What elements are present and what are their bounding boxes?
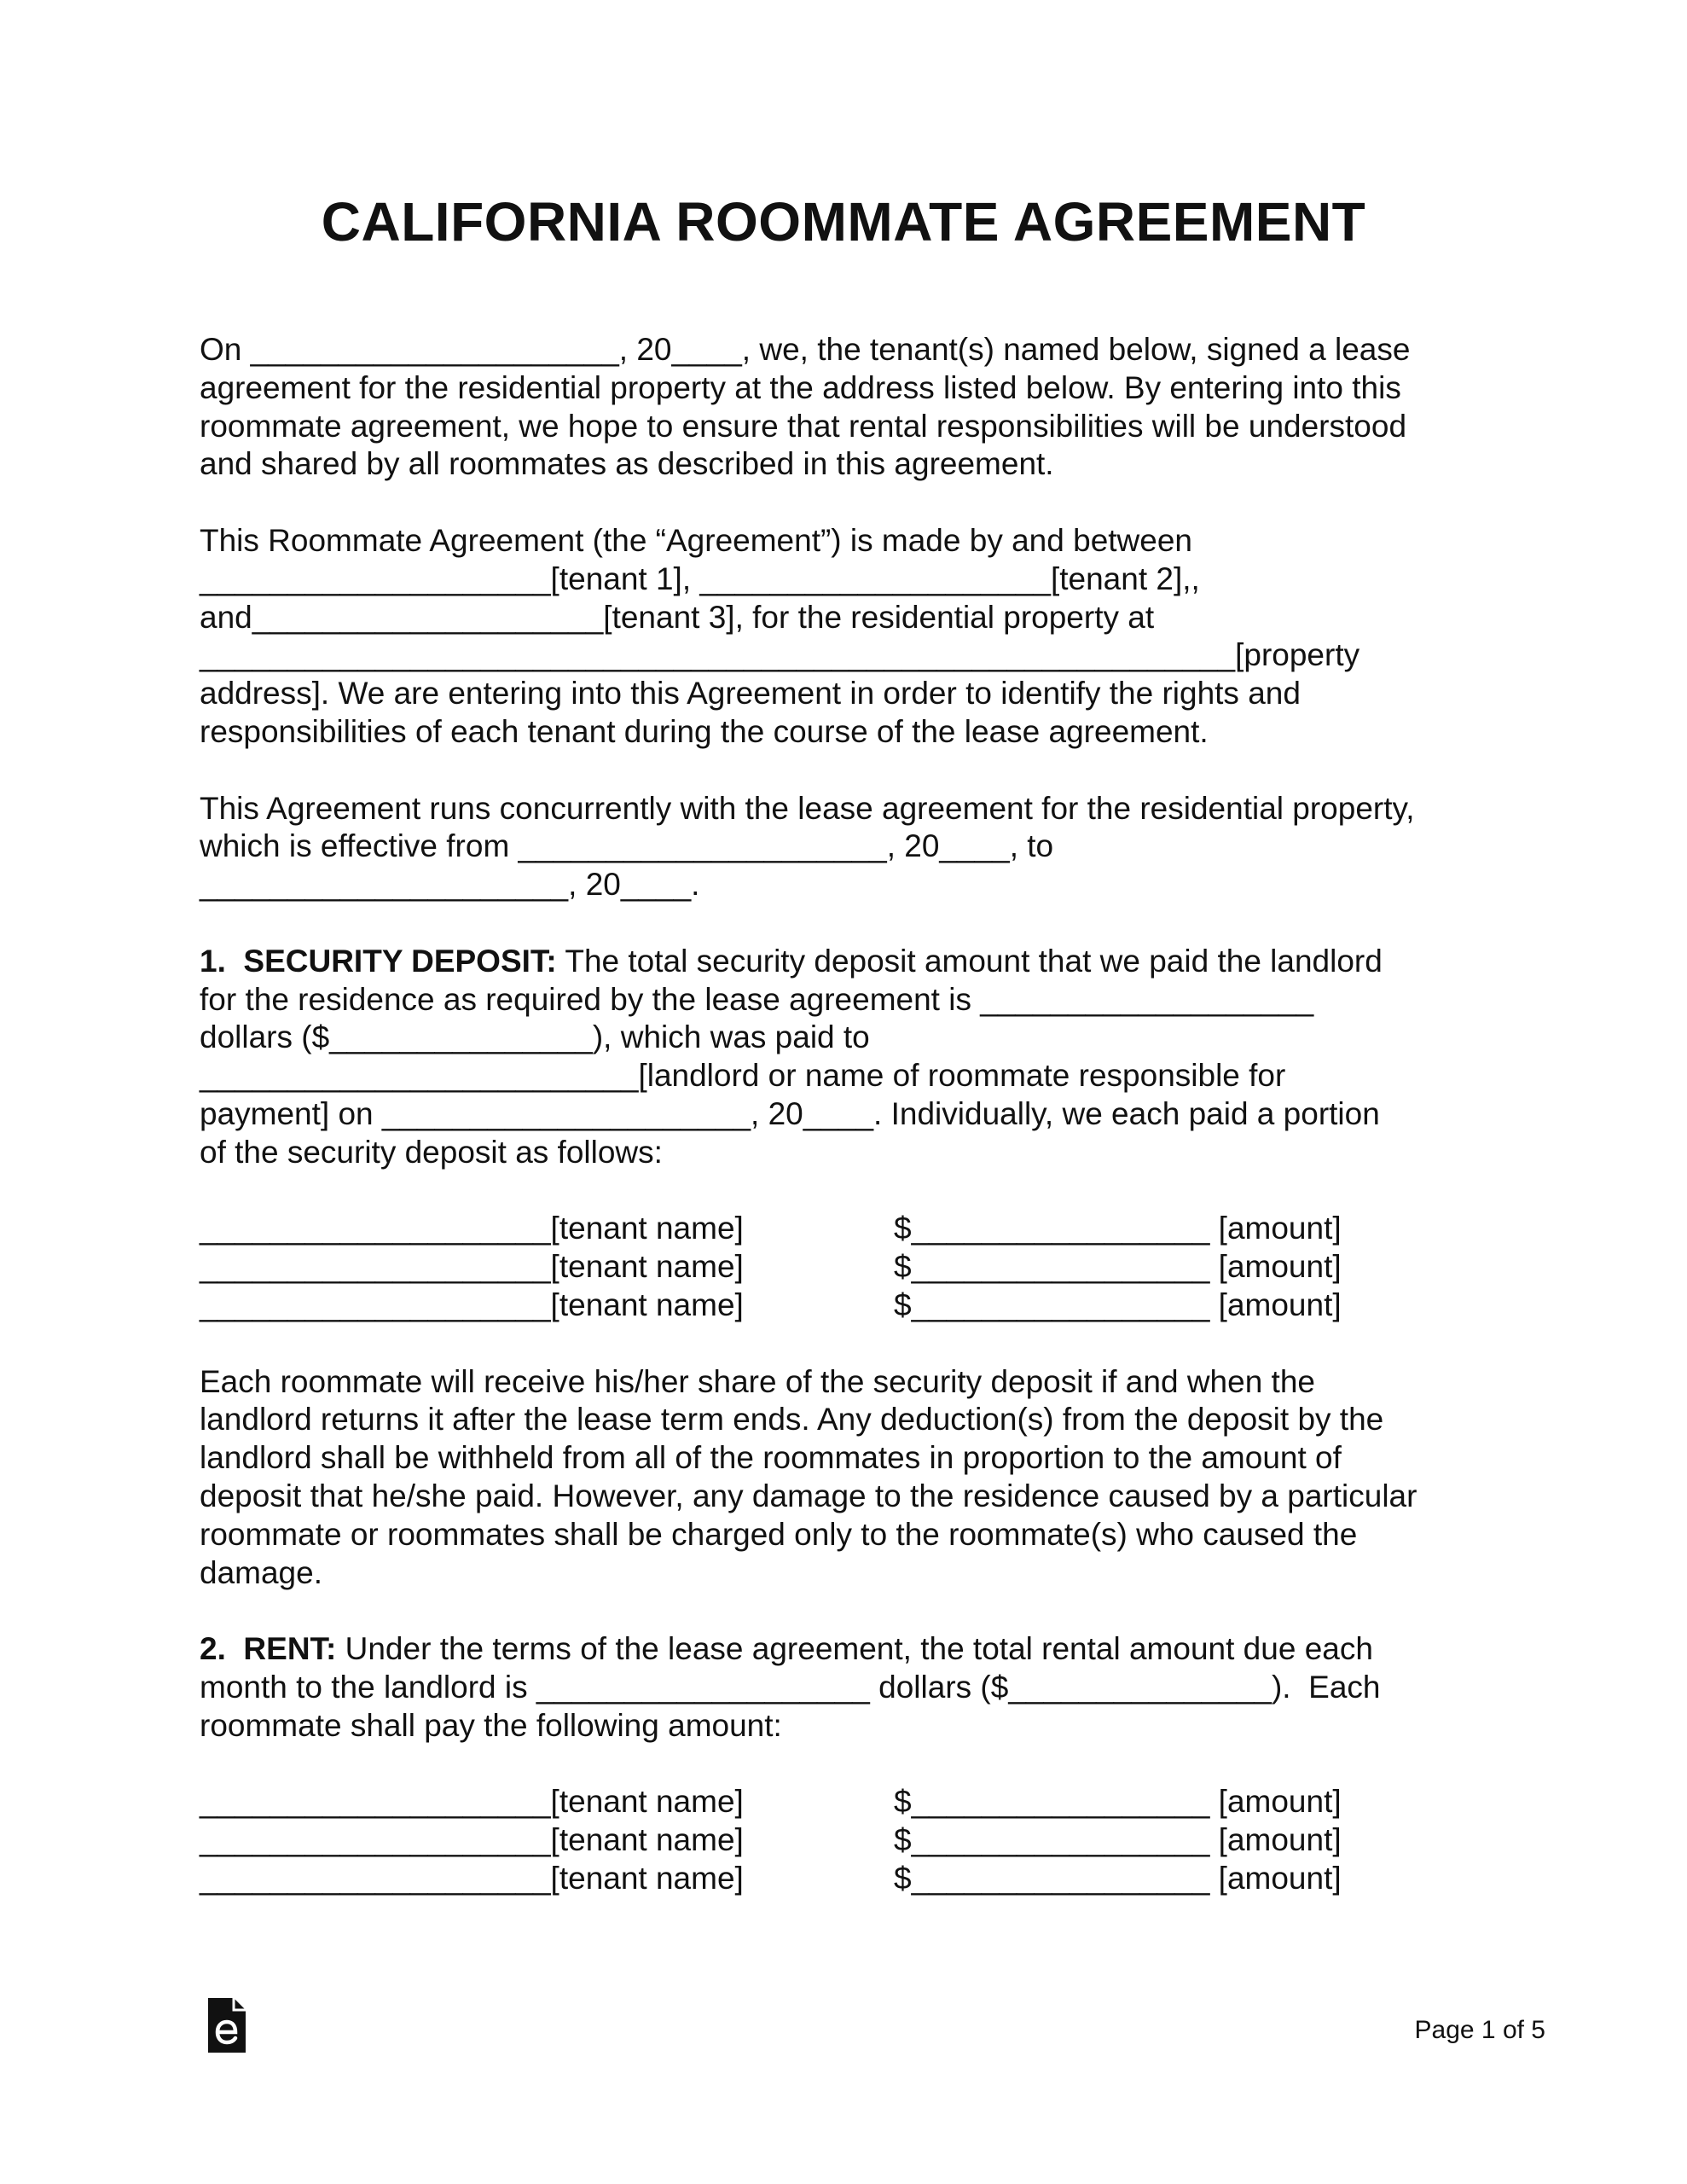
eforms-logo-icon [208,1998,246,2053]
security-deposit-first-line-text: The total security deposit amount that we paid the landlord [556,943,1383,979]
rent-first-line-text: Under the terms of the lease agreement, the total rental amount due each [336,1631,1373,1667]
amount-blank: $_________________ [amount] [894,1860,1342,1896]
rent-table [200,1783,1530,1897]
term-line: This Agreement runs concurrently with the lease agreement for the residential property, [200,790,1415,826]
tenant-name-blank: ____________________[tenant name] [200,1249,744,1285]
intro-line: agreement for the residential property at the address listed below. By entering into this [200,369,1401,405]
deposit-return-line: Each roommate will receive his/her share of the security deposit if and when the [200,1363,1315,1399]
deposit-return-line: deposit that he/she paid. However, any damage to the residence caused by a particular [200,1478,1417,1513]
amount-blank: $_________________ [amount] [894,1211,1342,1246]
deposit-return-line: landlord shall be withheld from all of the roommates in proportion to the amount of [200,1440,1342,1476]
security-deposit-line: _________________________[landlord or name of roommate responsible for [200,1058,1286,1094]
tenant-name-blank: ____________________[tenant name] [200,1860,744,1896]
intro-line: and shared by all roommates as described in this agreement. [200,446,1054,482]
term-paragraph [200,790,1530,904]
intro-line: On _____________________, 20____, we, the tenant(s) named below, signed a lease [200,332,1411,367]
security-deposit-paragraph [200,943,1530,1172]
deposit-return-line: damage. [200,1554,322,1590]
amount-blank: $_________________ [amount] [894,1287,1342,1322]
amount-blank: $_________________ [amount] [894,1822,1342,1858]
rent-row [200,1783,1530,1821]
parties-line: and____________________[tenant 3], for the residential property at [200,599,1155,635]
rent-first-line [200,1630,1530,1669]
parties-line: responsibilities of each tenant during the course of the lease agreement. [200,713,1209,749]
rent-line: roommate shall pay the following amount: [200,1707,782,1743]
rent-line: month to the landlord is ___________________ dollars ($_______________). Each [200,1669,1381,1705]
security-deposit-table [200,1210,1530,1324]
intro-paragraph [200,331,1530,484]
tenant-name-blank: ____________________[tenant name] [200,1211,744,1246]
document-body [200,331,1530,1936]
security-deposit-heading: 1. SECURITY DEPOSIT: [200,943,557,979]
tenant-name-blank: ____________________[tenant name] [200,1784,744,1820]
rent-row [200,1821,1530,1860]
deposit-return-paragraph [200,1363,1530,1593]
security-deposit-line: for the residence as required by the lease agreement is ___________________ [200,981,1314,1017]
rent-row [200,1860,1530,1898]
security-deposit-line: of the security deposit as follows: [200,1134,663,1170]
parties-line: This Roommate Agreement (the “Agreement”) is made by and between [200,522,1193,558]
amount-blank: $_________________ [amount] [894,1249,1342,1285]
parties-line: ___________________________________________________________[property [200,637,1360,673]
document-title: CALIFORNIA ROOMMATE AGREEMENT [321,191,1366,253]
tenant-name-blank: ____________________[tenant name] [200,1287,744,1322]
rent-paragraph [200,1630,1530,1745]
term-line: which is effective from _____________________, 20____, to [200,828,1054,864]
tenant-name-blank: ____________________[tenant name] [200,1822,744,1858]
term-line: _____________________, 20____. [200,867,700,903]
parties-line: ____________________[tenant 1], ____________________[tenant 2],, [200,561,1200,596]
security-deposit-row [200,1248,1530,1287]
intro-line: roommate agreement, we hope to ensure that rental responsibilities will be understood [200,408,1407,444]
security-deposit-line: dollars ($_______________), which was paid to [200,1019,870,1055]
security-deposit-row [200,1210,1530,1248]
parties-paragraph [200,522,1530,752]
deposit-return-line: landlord returns it after the lease term ends. Any deduction(s) from the deposit by the [200,1402,1384,1438]
parties-line: address]. We are entering into this Agreement in order to identify the rights and [200,676,1301,712]
security-deposit-line: payment] on _____________________, 20____. Individually, we each paid a portion [200,1095,1380,1131]
security-deposit-first-line [200,943,1530,981]
page-number: Page 1 of 5 [1414,2016,1545,2044]
deposit-return-line: roommate or roommates shall be charged only to the roommate(s) who caused the [200,1516,1358,1552]
amount-blank: $_________________ [amount] [894,1784,1342,1820]
rent-heading: 2. RENT: [200,1631,337,1667]
security-deposit-row [200,1287,1530,1325]
